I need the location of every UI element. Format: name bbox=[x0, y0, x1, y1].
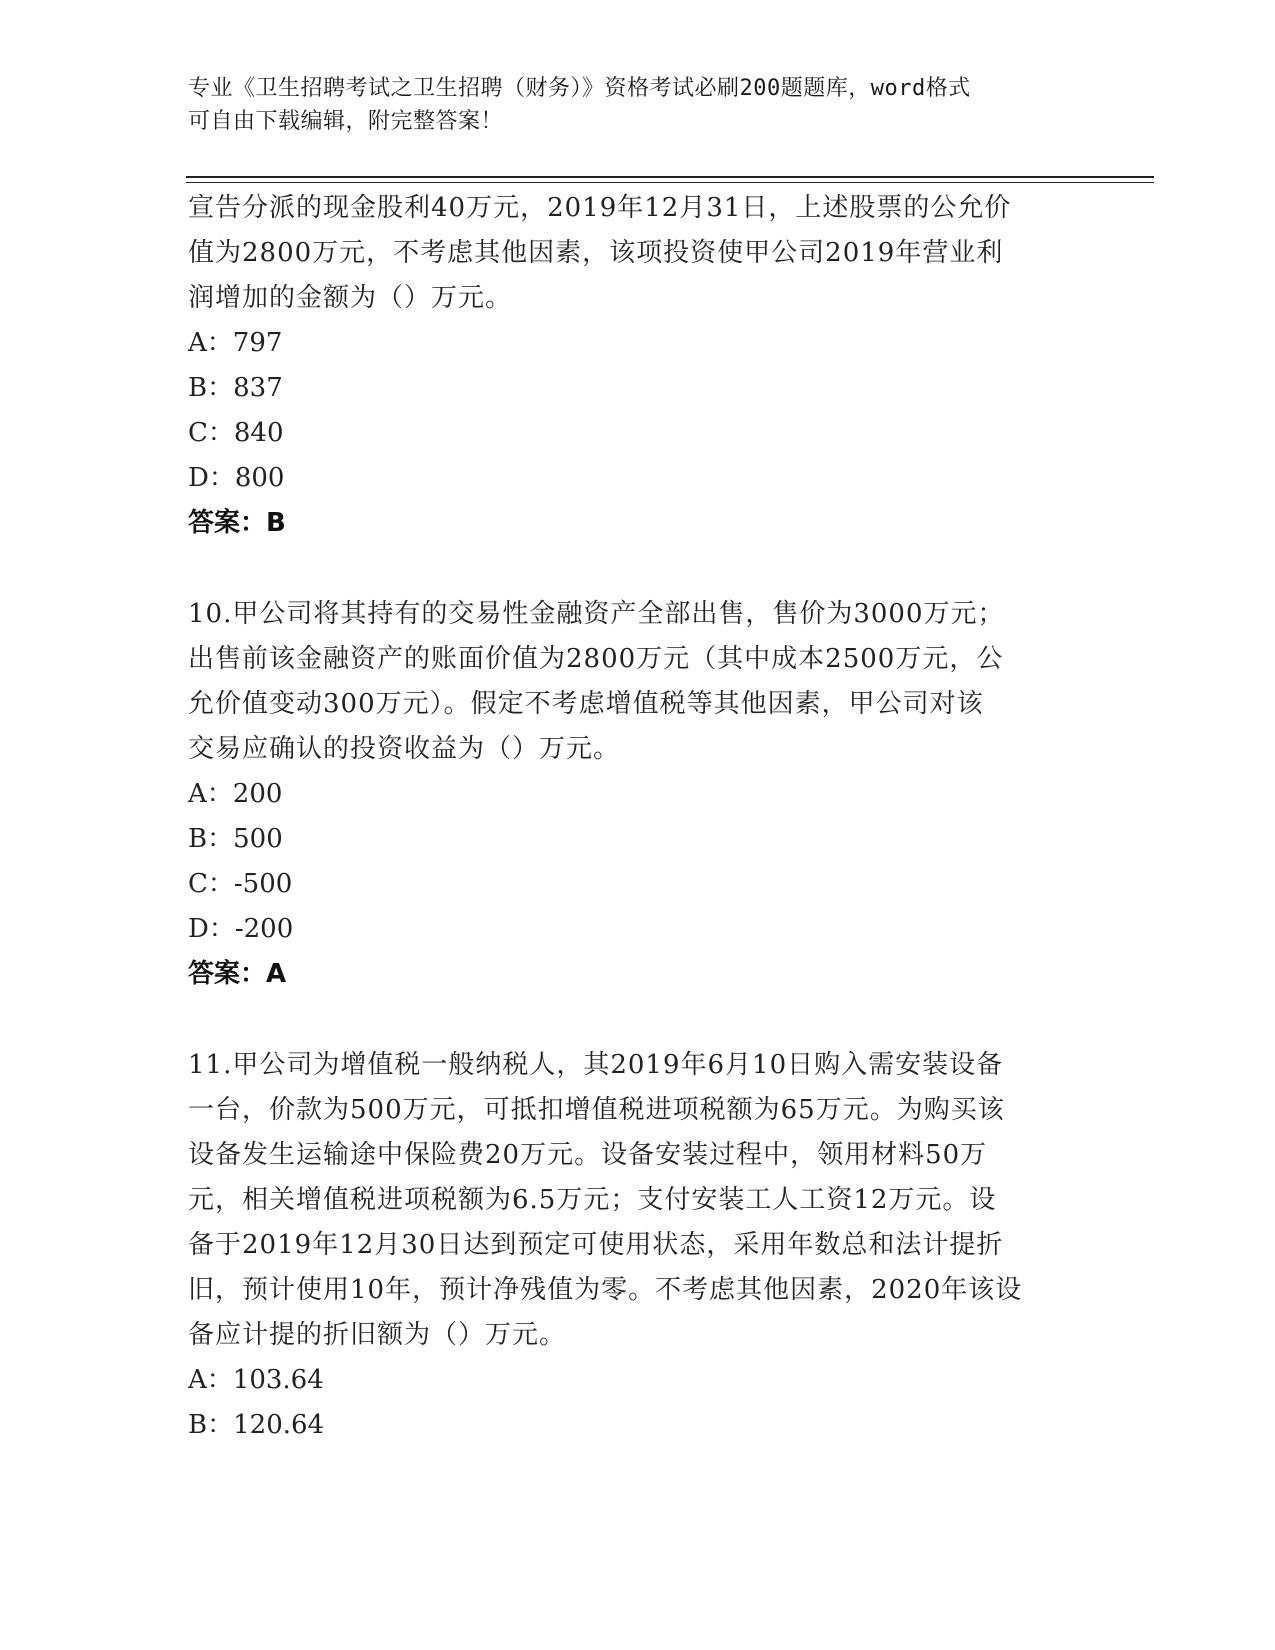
question-text-line: 设备发生运输途中保险费20万元。设备安装过程中，领用材料50万 bbox=[188, 1140, 988, 1170]
answer-label: 答案：A bbox=[188, 959, 287, 989]
option-c: C：-500 bbox=[188, 869, 293, 899]
option-a: A：200 bbox=[188, 779, 283, 809]
spacer bbox=[188, 997, 1088, 1043]
document-body bbox=[188, 186, 1088, 1448]
question-text-line: 一台，价款为500万元，可抵扣增值税进项税额为65万元。为购买该 bbox=[188, 1095, 1005, 1125]
document-header bbox=[188, 72, 1068, 138]
option-b: B：120.64 bbox=[188, 1410, 325, 1440]
question-block bbox=[188, 186, 1088, 546]
question-text-line: 10.甲公司将其持有的交易性金融资产全部出售，售价为3000万元； bbox=[188, 599, 1005, 629]
option-c: C：840 bbox=[188, 418, 284, 448]
header-title-line-1: 专业《卫生招聘考试之卫生招聘（财务）》资格考试必刷200题题库，word格式 bbox=[188, 76, 971, 101]
question-text-line: 备应计提的折旧额为（）万元。 bbox=[188, 1320, 567, 1350]
question-text-line: 备于2019年12月30日达到预定可使用状态，采用年数总和法计提折 bbox=[188, 1230, 1004, 1260]
option-b: B：500 bbox=[188, 824, 283, 854]
question-text-line: 元，相关增值税进项税额为6.5万元；支付安装工人工资12万元。设 bbox=[188, 1185, 997, 1215]
question-text-line: 值为2800万元，不考虑其他因素，该项投资使甲公司2019年营业利 bbox=[188, 238, 1004, 268]
question-text-line: 交易应确认的投资收益为（）万元。 bbox=[188, 734, 621, 764]
question-block bbox=[188, 1043, 1088, 1448]
option-d: D：800 bbox=[188, 463, 285, 493]
question-block bbox=[188, 592, 1088, 997]
option-d: D：-200 bbox=[188, 914, 294, 944]
header-divider bbox=[186, 176, 1154, 178]
question-text-line: 旧，预计使用10年，预计净残值为零。不考虑其他因素，2020年该设 bbox=[188, 1275, 1023, 1305]
question-text-line: 润增加的金额为（）万元。 bbox=[188, 283, 513, 313]
question-text-line: 允价值变动300万元）。假定不考虑增值税等其他因素，甲公司对该 bbox=[188, 689, 984, 719]
question-text-line: 11.甲公司为增值税一般纳税人，其2019年6月10日购入需安装设备 bbox=[188, 1050, 1004, 1080]
option-a: A：103.64 bbox=[188, 1365, 324, 1395]
answer-label: 答案：B bbox=[188, 508, 286, 538]
option-a: A：797 bbox=[188, 328, 283, 358]
header-divider-thin bbox=[186, 182, 1154, 183]
question-text-line: 宣告分派的现金股利40万元，2019年12月31日，上述股票的公允价 bbox=[188, 193, 1012, 223]
question-text-line: 出售前该金融资产的账面价值为2800万元（其中成本2500万元，公 bbox=[188, 644, 1004, 674]
option-b: B：837 bbox=[188, 373, 283, 403]
spacer bbox=[188, 546, 1088, 592]
header-title-line-2: 可自由下载编辑，附完整答案！ bbox=[188, 109, 504, 134]
